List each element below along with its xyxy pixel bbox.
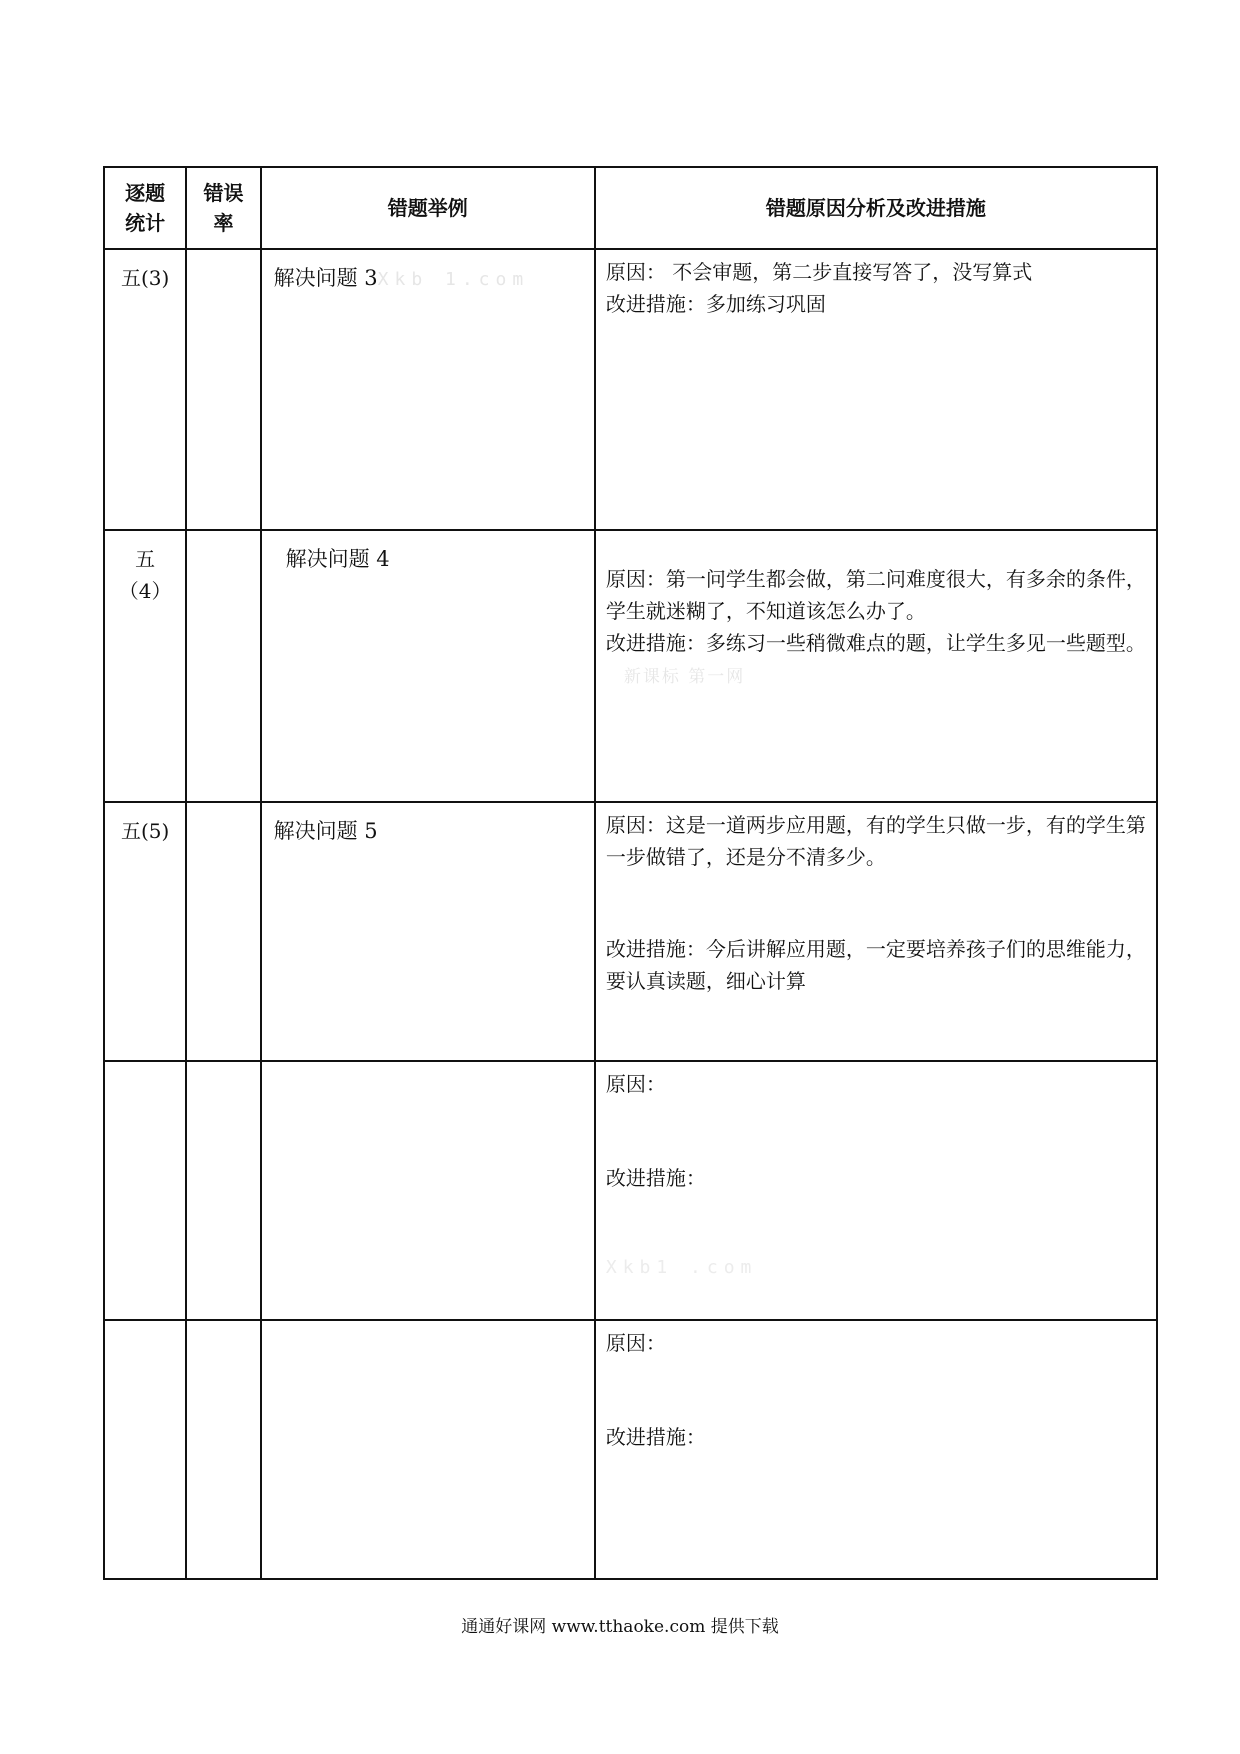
table-row: [104, 1320, 1157, 1579]
question-label: [105, 531, 185, 605]
measure-text: 改进措施：: [605, 1166, 706, 1190]
error-example: [262, 1062, 594, 1076]
reason-text: 原因：第一问学生都会做，第二问难度很大，有多余的条件，学生就迷糊了，不知道该怎么办了。: [605, 567, 1146, 623]
error-example: 解决问题 4: [285, 547, 390, 571]
measure-text: 改进措施：今后讲解应用题，一定要培养孩子们的思维能力，要认真读题，细心计算: [605, 937, 1146, 993]
question-label: [105, 1062, 185, 1076]
question-label-cell: [104, 249, 186, 530]
question-label-cell: [104, 802, 186, 1061]
analysis-cell: [595, 1061, 1157, 1320]
table-row: [104, 530, 1157, 802]
error-rate-cell: [186, 530, 260, 802]
header-error-example: 错题举例: [261, 167, 595, 249]
question-label-line2: （4）: [118, 579, 172, 603]
reason-text: 原因：: [605, 1331, 666, 1355]
table-row: [104, 802, 1157, 1061]
error-example: 解决问题 3: [273, 266, 378, 290]
error-example-cell: [261, 1061, 595, 1320]
analysis-cell: [595, 1320, 1157, 1579]
error-rate-value: [187, 803, 259, 817]
measure-text: 改进措施：多加练习巩固: [605, 292, 826, 316]
error-example-cell: [261, 802, 595, 1061]
spacer: [606, 1194, 1146, 1252]
error-example: 解决问题 5: [273, 819, 378, 843]
question-label: [105, 1321, 185, 1335]
header-question-stats-text: 逐题统计: [125, 181, 166, 235]
spacer: [606, 873, 1146, 933]
error-example-cell: [261, 249, 595, 530]
error-rate-value: [187, 1062, 259, 1076]
question-label-line1: 五: [135, 547, 156, 571]
error-rate-value: [187, 1321, 259, 1335]
header-question-stats: [104, 167, 186, 249]
error-rate-cell: [186, 1061, 260, 1320]
measure-text: 改进措施：: [605, 1425, 706, 1449]
header-error-rate: [186, 167, 260, 249]
watermark-text: Xkb 1.com: [377, 269, 530, 290]
error-rate-value: [187, 531, 259, 545]
header-analysis: 错题原因分析及改进措施: [595, 167, 1157, 249]
analysis-cell: [595, 530, 1157, 802]
reason-text: 原因：: [605, 1072, 666, 1096]
table-row: [104, 249, 1157, 530]
question-label-cell: [104, 1320, 186, 1579]
question-label: 五(5): [120, 819, 170, 843]
watermark-text: 新课标 第一网: [623, 667, 746, 687]
table-row: [104, 1061, 1157, 1320]
measure-text: 改进措施：多练习一些稍微难点的题，让学生多见一些题型。: [605, 631, 1146, 655]
spacer: [606, 1100, 1146, 1162]
reason-text: 原因： 不会审题，第二步直接写答了，没写算式: [605, 260, 1033, 284]
analysis-cell: [595, 802, 1157, 1061]
question-label: 五(3): [120, 266, 170, 290]
error-rate-cell: [186, 1320, 260, 1579]
table-header-row: [104, 167, 1157, 249]
error-example: [262, 1321, 594, 1335]
reason-text: 原因：这是一道两步应用题，有的学生只做一步，有的学生第一步做错了，还是分不清多少。: [605, 813, 1146, 869]
error-example-cell: [261, 530, 595, 802]
header-error-rate-text: 错误率: [203, 181, 244, 235]
question-label-cell: [104, 1061, 186, 1320]
error-analysis-table: [103, 166, 1158, 1580]
error-rate-cell: [186, 249, 260, 530]
error-example-cell: [261, 1320, 595, 1579]
error-rate-value: [187, 250, 259, 264]
analysis-cell: [595, 249, 1157, 530]
watermark-text: Xkb1 .com: [605, 1257, 758, 1278]
question-label-cell: [104, 530, 186, 802]
error-rate-cell: [186, 802, 260, 1061]
spacer: [606, 1359, 1146, 1421]
page-footer: 通通好课网 www.tthaoke.com 提供下载: [461, 1617, 779, 1637]
